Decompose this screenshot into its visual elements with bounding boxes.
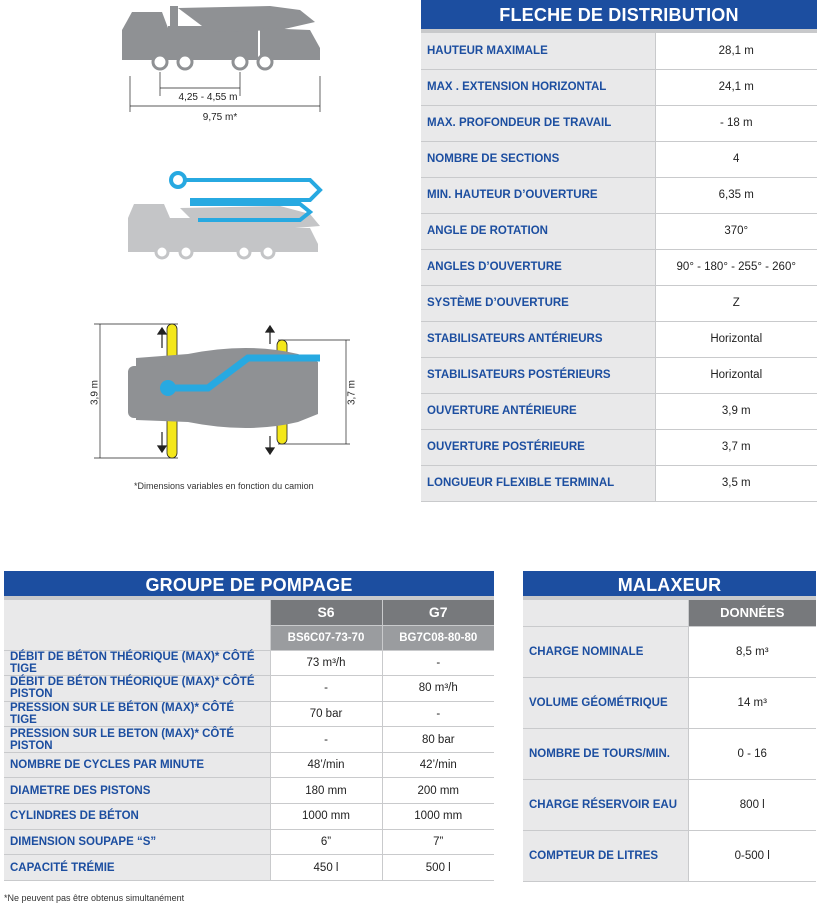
- fleche-row-label: SYSTÈME D’OUVERTURE: [421, 285, 655, 321]
- malaxeur-row-label: VOLUME GÉOMÉTRIQUE: [523, 677, 688, 728]
- fleche-row: [421, 465, 817, 501]
- fleche-row-value: - 18 m: [655, 105, 817, 141]
- fleche-row-value: 3,7 m: [655, 429, 817, 465]
- pompage-table-title: GROUPE DE POMPAGE: [4, 571, 494, 600]
- fleche-row: [421, 213, 817, 249]
- pompage-row-value: 200 mm: [382, 778, 494, 804]
- malaxeur-table: [523, 600, 816, 882]
- pompage-row-value: 7”: [382, 829, 494, 855]
- fleche-row-label: ANGLE DE ROTATION: [421, 213, 655, 249]
- fleche-row: [421, 249, 817, 285]
- fleche-row-value: Z: [655, 285, 817, 321]
- malaxeur-row-label: COMPTEUR DE LITRES: [523, 830, 688, 881]
- fleche-row: [421, 285, 817, 321]
- fleche-table: [421, 33, 817, 502]
- malaxeur-table-title: MALAXEUR: [523, 571, 816, 600]
- pompage-row: [4, 701, 494, 727]
- pompage-row-label: DÉBIT DE BÉTON THÉORIQUE (MAX)* CÔTÉ TIGE: [4, 650, 270, 676]
- pompage-row-value: 73 m³/h: [270, 650, 382, 676]
- dimensions-footnote: *Dimensions variables en fonction du camion: [134, 481, 314, 491]
- fleche-row-label: OUVERTURE ANTÉRIEURE: [421, 393, 655, 429]
- pompage-model-g7: BG7C08-80-80: [382, 625, 494, 650]
- pompage-row-value: 42’/min: [382, 752, 494, 778]
- pompage-row: [4, 727, 494, 753]
- pompage-table: [4, 600, 494, 881]
- pompage-row: [4, 829, 494, 855]
- boom-reach-illustration: [120, 168, 340, 263]
- fleche-row-label: OUVERTURE POSTÉRIEURE: [421, 429, 655, 465]
- fleche-row-label: ANGLES D’OUVERTURE: [421, 249, 655, 285]
- malaxeur-row: [523, 779, 816, 830]
- pompage-row-value: 6”: [270, 829, 382, 855]
- pompage-row: [4, 778, 494, 804]
- pompage-header-empty: [4, 600, 270, 650]
- fleche-row-value: 28,1 m: [655, 33, 817, 69]
- fleche-row-label: HAUTEUR MAXIMALE: [421, 33, 655, 69]
- fleche-row-value: 3,5 m: [655, 465, 817, 501]
- fleche-row: [421, 141, 817, 177]
- fleche-row-value: Horizontal: [655, 357, 817, 393]
- malaxeur-row-label: CHARGE RÉSERVOIR EAU: [523, 779, 688, 830]
- malaxeur-row: [523, 830, 816, 881]
- malaxeur-row: [523, 728, 816, 779]
- pompage-row-label: DIAMETRE DES PISTONS: [4, 778, 270, 804]
- fleche-table-title: FLECHE DE DISTRIBUTION: [421, 0, 817, 33]
- pompage-row-value: 180 mm: [270, 778, 382, 804]
- malaxeur-row-value: 8,5 m³: [688, 626, 816, 677]
- pompage-row-value: 70 bar: [270, 701, 382, 727]
- pompage-row-value: 450 l: [270, 855, 382, 881]
- rear-opening-dimension-label: 3,7 m: [346, 380, 358, 406]
- front-opening-dimension-label: 3,9 m: [89, 380, 101, 406]
- pompage-row-label: NOMBRE DE CYCLES PAR MINUTE: [4, 752, 270, 778]
- fleche-row-label: STABILISATEURS ANTÉRIEURS: [421, 321, 655, 357]
- malaxeur-row: [523, 677, 816, 728]
- fleche-row: [421, 33, 817, 69]
- axle-dimension-label: 4,25 - 4,55 m: [178, 92, 238, 103]
- fleche-row: [421, 321, 817, 357]
- fleche-row-label: NOMBRE DE SECTIONS: [421, 141, 655, 177]
- fleche-row-value: Horizontal: [655, 321, 817, 357]
- fleche-row-value: 370°: [655, 213, 817, 249]
- malaxeur-row-value: 800 l: [688, 779, 816, 830]
- pompage-row-label: CYLINDRES DE BÉTON: [4, 804, 270, 830]
- pompage-row-value: 1000 mm: [382, 804, 494, 830]
- fleche-row-value: 24,1 m: [655, 69, 817, 105]
- fleche-row-value: 90° - 180° - 255° - 260°: [655, 249, 817, 285]
- fleche-row-value: 6,35 m: [655, 177, 817, 213]
- fleche-row-value: 4: [655, 141, 817, 177]
- pompage-row-value: 80 m³/h: [382, 676, 494, 702]
- pompage-row: [4, 676, 494, 702]
- malaxeur-row-value: 0 - 16: [688, 728, 816, 779]
- pompage-col-g7: G7: [382, 600, 494, 625]
- stabilizers-top-illustration: [88, 318, 358, 468]
- fleche-row-value: 3,9 m: [655, 393, 817, 429]
- fleche-row: [421, 177, 817, 213]
- pompage-row-label: DIMENSION SOUPAPE “S”: [4, 829, 270, 855]
- malaxeur-header-empty: [523, 600, 688, 626]
- fleche-row: [421, 393, 817, 429]
- pompage-row-value: 1000 mm: [270, 804, 382, 830]
- malaxeur-row-value: 14 m³: [688, 677, 816, 728]
- pompage-col-s6: S6: [270, 600, 382, 625]
- length-dimension-label: 9,75 m*: [202, 112, 238, 123]
- fleche-row: [421, 429, 817, 465]
- fleche-row: [421, 357, 817, 393]
- pompage-row-label: PRESSION SUR LE BÉTON (MAX)* CÔTÉ TIGE: [4, 701, 270, 727]
- pompage-row-value: 48’/min: [270, 752, 382, 778]
- pompage-footnote: *Ne peuvent pas être obtenus simultanément: [4, 893, 185, 903]
- truck-side-illustration: [110, 0, 340, 130]
- fleche-row-label: MIN. HAUTEUR D’OUVERTURE: [421, 177, 655, 213]
- pompage-row: [4, 650, 494, 676]
- fleche-row: [421, 105, 817, 141]
- fleche-row-label: MAX . EXTENSION HORIZONTAL: [421, 69, 655, 105]
- malaxeur-row: [523, 626, 816, 677]
- pompage-row-value: 80 bar: [382, 727, 494, 753]
- malaxeur-col-donnees: DONNÉES: [688, 600, 816, 626]
- pompage-row: [4, 752, 494, 778]
- pompage-row-label: PRESSION SUR LE BETON (MAX)* CÔTÉ PISTON: [4, 727, 270, 753]
- fleche-row-label: STABILISATEURS POSTÉRIEURS: [421, 357, 655, 393]
- pompage-row-value: -: [270, 727, 382, 753]
- pompage-row: [4, 804, 494, 830]
- pompage-row-label: CAPACITÉ TRÉMIE: [4, 855, 270, 881]
- pompage-row-value: -: [382, 650, 494, 676]
- fleche-row: [421, 69, 817, 105]
- pompage-row-value: -: [270, 676, 382, 702]
- pompage-row: [4, 855, 494, 881]
- pompage-row-value: 500 l: [382, 855, 494, 881]
- fleche-row-label: LONGUEUR FLEXIBLE TERMINAL: [421, 465, 655, 501]
- pompage-row-value: -: [382, 701, 494, 727]
- malaxeur-row-value: 0-500 l: [688, 830, 816, 881]
- malaxeur-row-label: NOMBRE DE TOURS/MIN.: [523, 728, 688, 779]
- pompage-row-label: DÉBIT DE BÉTON THÉORIQUE (MAX)* CÔTÉ PISTON: [4, 676, 270, 702]
- malaxeur-row-label: CHARGE NOMINALE: [523, 626, 688, 677]
- pompage-model-s6: BS6C07-73-70: [270, 625, 382, 650]
- fleche-row-label: MAX. PROFONDEUR DE TRAVAIL: [421, 105, 655, 141]
